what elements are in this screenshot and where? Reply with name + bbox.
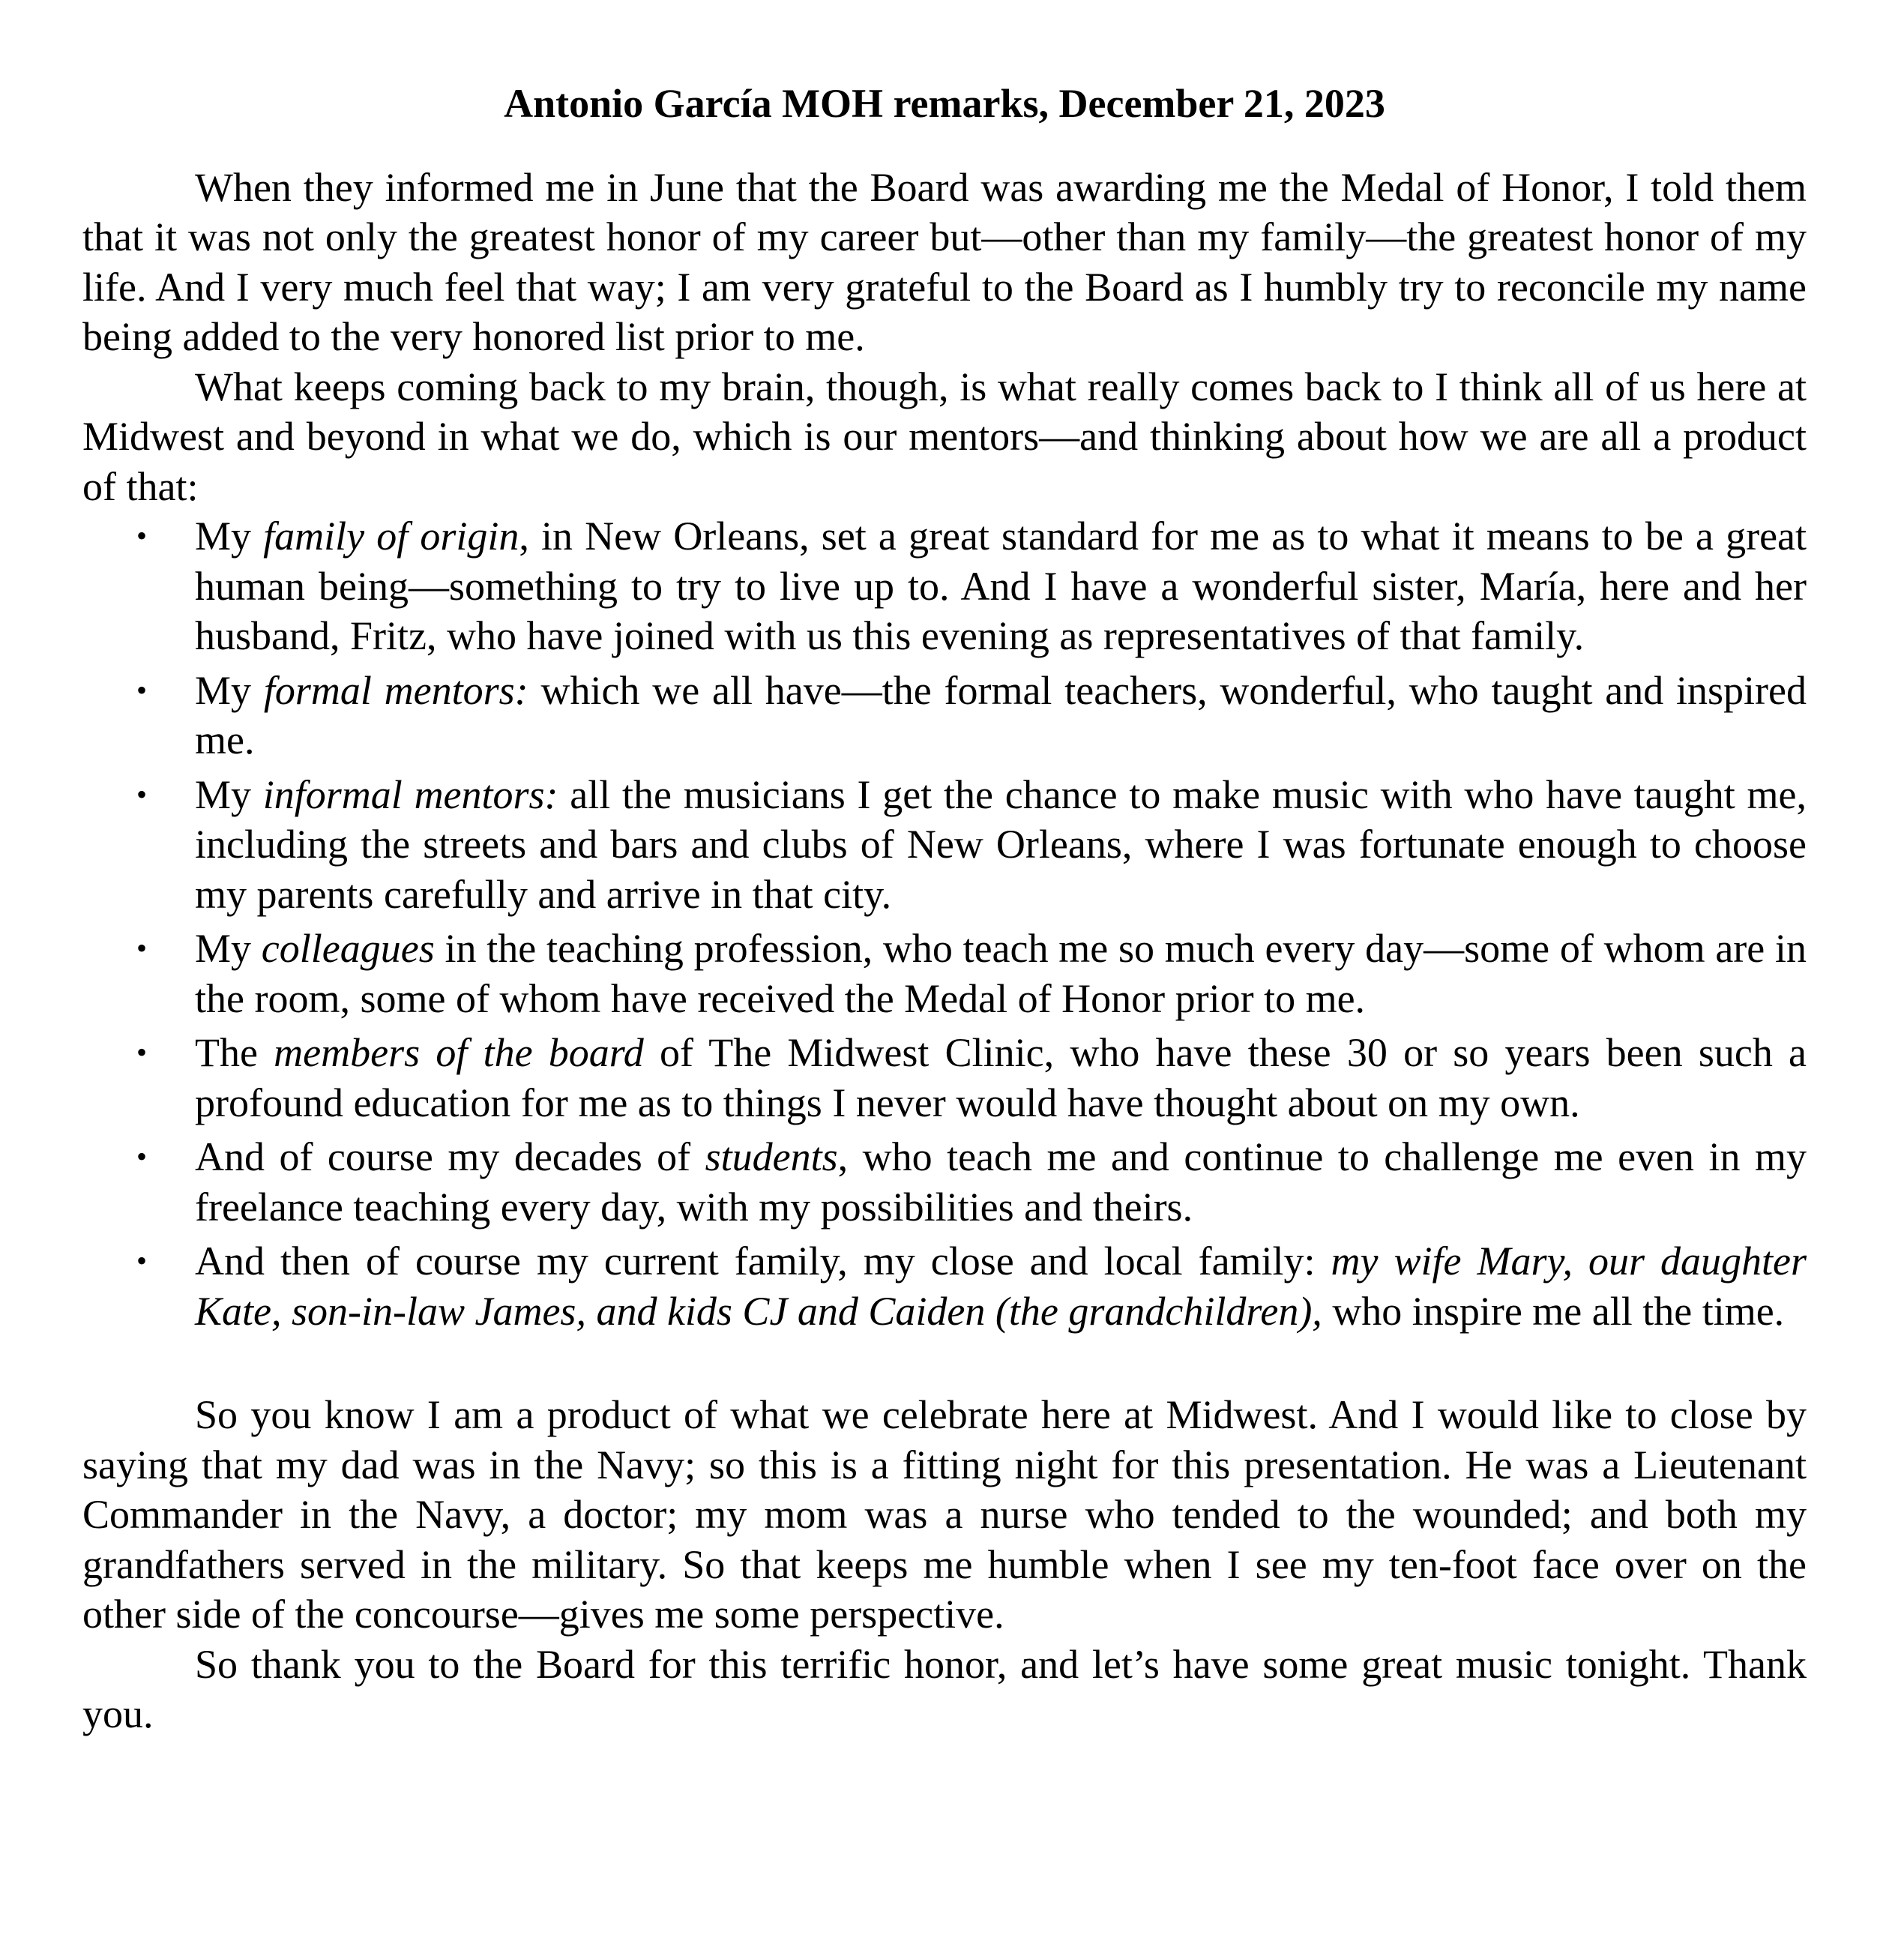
list-item-colleagues: • My colleagues in the teaching profession, who teach me so much every day—some of whom are in the room, some of whom have received the Medal of Honor prior to me. (195, 924, 1807, 1023)
list-item-students: • And of course my decades of students, who teach me and continue to challenge me even in my freelance teaching every day, with my possibilities and theirs. (195, 1132, 1807, 1232)
bullet-marker: • (136, 931, 148, 965)
list-item-formal-mentors: • My formal mentors: which we all have—the formal teachers, wonderful, who taught and inspired me. (195, 666, 1807, 765)
bullet-marker: • (136, 519, 148, 553)
intro-paragraph-1: When they informed me in June that the Board was awarding me the Medal of Honor, I told them that it was not only the greatest honor of my career but—other than my family—the greatest honor of my life. And I very much feel that way; I am very grateful to the Board as I humbly try to reconcile my name being added to the very honored list prior to me. (82, 164, 1807, 359)
bullet-marker: • (136, 672, 148, 707)
emphasis-text: students (705, 1134, 838, 1179)
list-item-board-members: • The members of the board of The Midwest Clinic, who have these 30 or so years been such a profound education for me as to things I never would have thought about on my own. (195, 1028, 1807, 1128)
closing-paragraph-2: So thank you to the Board for this terrific honor, and let’s have some great music tonight. Thank you. (82, 1641, 1807, 1736)
emphasis-text: colleagues (261, 926, 435, 971)
document-title: Antonio García MOH remarks, December 21, 2023 (504, 81, 1385, 126)
mentors-list (82, 511, 1807, 1336)
emphasis-text: informal mentors: (262, 771, 558, 817)
bullet-marker: • (136, 777, 148, 811)
bullet-marker: • (136, 1244, 148, 1278)
closing-paragraph-1: So you know I am a product of what we celebrate here at Midwest. And I would like to close by saying that my dad was in the Navy; so this is a fitting night for this presentation. He was a Lieutenant Commander in the Navy, a doctor; my mom was a nurse who tended to the wounded; and both my grandfathers served in the military. So that keeps me humble when I see my ten-foot face over on the other side of the concourse—gives me some perspective. (82, 1392, 1807, 1637)
intro-paragraph-2: What keeps coming back to my brain, though, is what really comes back to I think all of us here at Midwest and beyond in what we do, which is our mentors—and thinking about how we are all a product of that: (82, 364, 1807, 509)
list-item-family-of-origin: • My family of origin, in New Orleans, set a great standard for me as to what it means to be a great human being—something to try to live up to. And I have a wonderful sister, María, here and her husband, Fritz, who have joined with us this evening as representatives of that family. (195, 511, 1807, 661)
document-page (82, 79, 1807, 1739)
emphasis-text: family of origin (263, 514, 519, 559)
emphasis-text: members of the board (274, 1030, 644, 1075)
bullet-marker: • (136, 1035, 148, 1069)
list-item-informal-mentors: • My informal mentors: all the musicians I get the chance to make music with who have taught me, including the streets and bars and clubs of New Orleans, where I was fortunate enough to choose my parents carefully and arrive in that city. (195, 770, 1807, 920)
blank-line (82, 1340, 1807, 1390)
emphasis-text: formal mentors: (263, 667, 528, 713)
emphasis-text: my wife Mary, our daughter Kate, son-in-law James, and kids CJ and Caiden (the grandchildren), (195, 1239, 1807, 1334)
bullet-marker: • (136, 1140, 148, 1173)
list-item-current-family: • And then of course my current family, my close and local family: my wife Mary, our daughter Kate, son-in-law James, and kids CJ and Caiden (the grandchildren), who inspire me all the time. (195, 1236, 1807, 1336)
